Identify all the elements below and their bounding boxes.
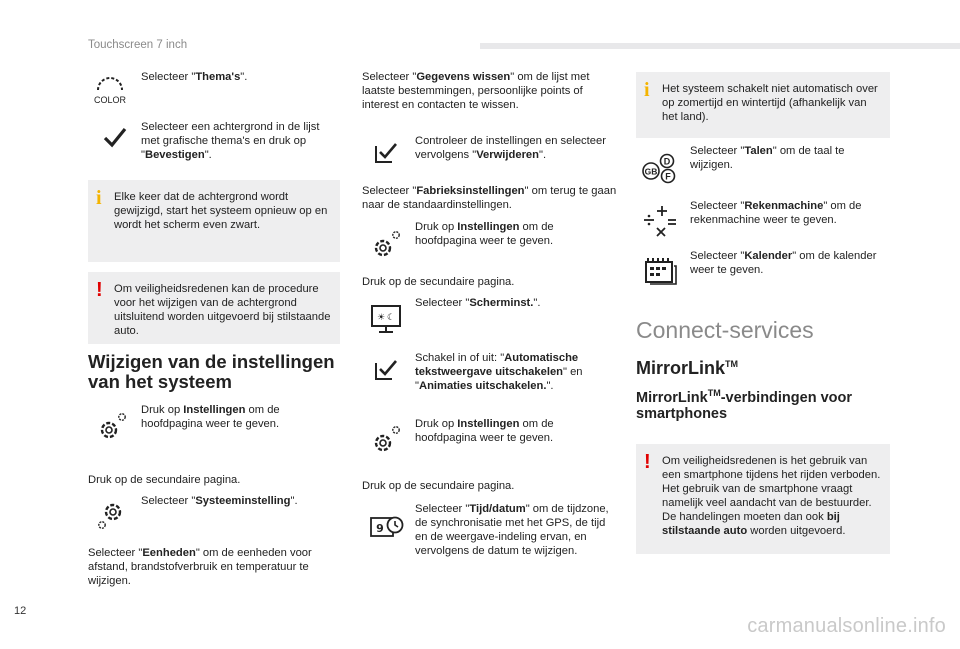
heading-connect-services: Connect-services <box>636 317 814 343</box>
step-languages: Selecteer "Talen" om de taal te wijzigen. <box>690 145 845 171</box>
svg-text:☀: ☀ <box>376 313 386 323</box>
step-system: Selecteer "Systeeminstelling". <box>141 495 298 507</box>
system-gear-icon <box>95 498 129 532</box>
warning-icon: ! <box>96 279 103 301</box>
info-icon: i <box>96 187 102 209</box>
screen-brightness-icon <box>369 303 403 335</box>
check-icon <box>100 122 130 152</box>
calculator-icon <box>642 204 678 238</box>
calendar-icon <box>644 254 678 286</box>
checkbox-icon-2 <box>372 355 400 383</box>
step-background: Selecteer een achtergrond in de lijst met grafische thema's en druk op "Bevestigen". <box>141 121 320 161</box>
step-screen: Selecteer "Scherminst.". <box>415 297 541 309</box>
watermark: carmanualsonline.info <box>747 615 946 637</box>
warning-box-background <box>88 272 340 344</box>
step-calendar: Selecteer "Kalender" om de kalender weer te geven. <box>690 250 877 276</box>
color-icon-label: COLOR <box>93 95 127 105</box>
section-title: Touchscreen 7 inch <box>88 39 188 51</box>
lang-letter-f: F <box>665 171 671 182</box>
settings-gear-icon <box>95 410 129 444</box>
info-text: Elke keer dat de achtergrond wordt gewijzigd, start het systeem opnieuw op en wordt het scherm even zwart. <box>114 191 328 231</box>
heading-mirrorlink-sub: MirrorLink™-verbindingen voor smartphones <box>636 388 853 422</box>
step-delete: Controleer de instellingen en selecteer vervolgens "Verwijderen". <box>415 135 606 161</box>
heading-mirrorlink: MirrorLink™ <box>636 358 739 378</box>
step-time-date: Selecteer "Tijd/datum" om de tijdzone, de synchronisatie met het GPS, de tijd en de weergave-indeling ervan, en vervolgens de datum te wijzigen. <box>415 503 609 557</box>
tm-mark: TM <box>725 359 739 369</box>
step-factory: Selecteer "Fabrieksinstellingen" om terug te gaan naar de standaardinstellingen. <box>362 185 617 211</box>
warning-text-2: Om veiligheidsredenen is het gebruik van een smartphone tijdens het rijden verboden. Het gebruik van de smartphone vraagt namelijk veel aandacht van de bestuurder. De handelingen moeten dan ook bij stilstaande auto worden uitgevoerd. <box>662 455 881 537</box>
step-data-clear: Selecteer "Gegevens wissen" om de lijst met laatste bestemmingen, persoonlijke points of interest en contacten te wissen. <box>362 71 590 111</box>
step-settings: Druk op Instellingen om de hoofdpagina weer te geven. <box>141 404 280 430</box>
info-icon-2: i <box>644 79 650 101</box>
secondary-page-text: Druk op de secundaire pagina. <box>88 474 241 486</box>
step-theme: Selecteer "Thema's". <box>141 71 248 83</box>
step-calculator: Selecteer "Rekenmachine" om de rekenmachine weer te geven. <box>690 200 862 226</box>
secondary-page-text-2: Druk op de secundaire pagina. <box>362 276 515 288</box>
languages-icon <box>640 152 680 184</box>
warning-box-smartphone <box>636 444 890 554</box>
warning-text: Om veiligheidsredenen kan de procedure voor het wijzigen van de achtergrond uitsluitend worden uitgevoerd bij stilstaande auto. <box>114 283 331 337</box>
svg-text:☾: ☾ <box>386 313 396 323</box>
settings-gear-icon-3 <box>369 423 403 457</box>
section-heading-system: Wijzigen van de instellingen van het systeem <box>88 351 335 392</box>
warning-icon-2: ! <box>644 451 651 473</box>
step-auto-toggle: Schakel in of uit: "Automatische tekstweergave uitschakelen" en "Animaties uitschakelen.". <box>415 352 583 392</box>
lang-letter-d: D <box>663 156 671 167</box>
time-date-icon <box>369 512 405 542</box>
step-settings-3: Druk op Instellingen om de hoofdpagina weer te geven. <box>415 418 554 444</box>
tm-mark-2: TM <box>707 388 721 399</box>
svg-text:9: 9 <box>376 522 384 535</box>
info-text-2: Het systeem schakelt niet automatisch over op zomertijd en wintertijd (afhankelijk van het land). <box>662 83 878 123</box>
header-bar <box>480 43 960 49</box>
color-theme-icon <box>90 74 130 106</box>
checkbox-icon <box>372 138 400 166</box>
settings-gear-icon-2 <box>369 228 403 262</box>
info-box-time <box>636 72 890 138</box>
step-settings-2: Druk op Instellingen om de hoofdpagina weer te geven. <box>415 221 554 247</box>
step-units: Selecteer "Eenheden" om de eenheden voor afstand, brandstofverbruik en temperatuur te wijzigen. <box>88 547 312 587</box>
page-number: 12 <box>14 605 27 617</box>
secondary-page-text-3: Druk op de secundaire pagina. <box>362 480 515 492</box>
lang-letter-gb: GB <box>644 166 658 177</box>
info-box-background <box>88 180 340 262</box>
